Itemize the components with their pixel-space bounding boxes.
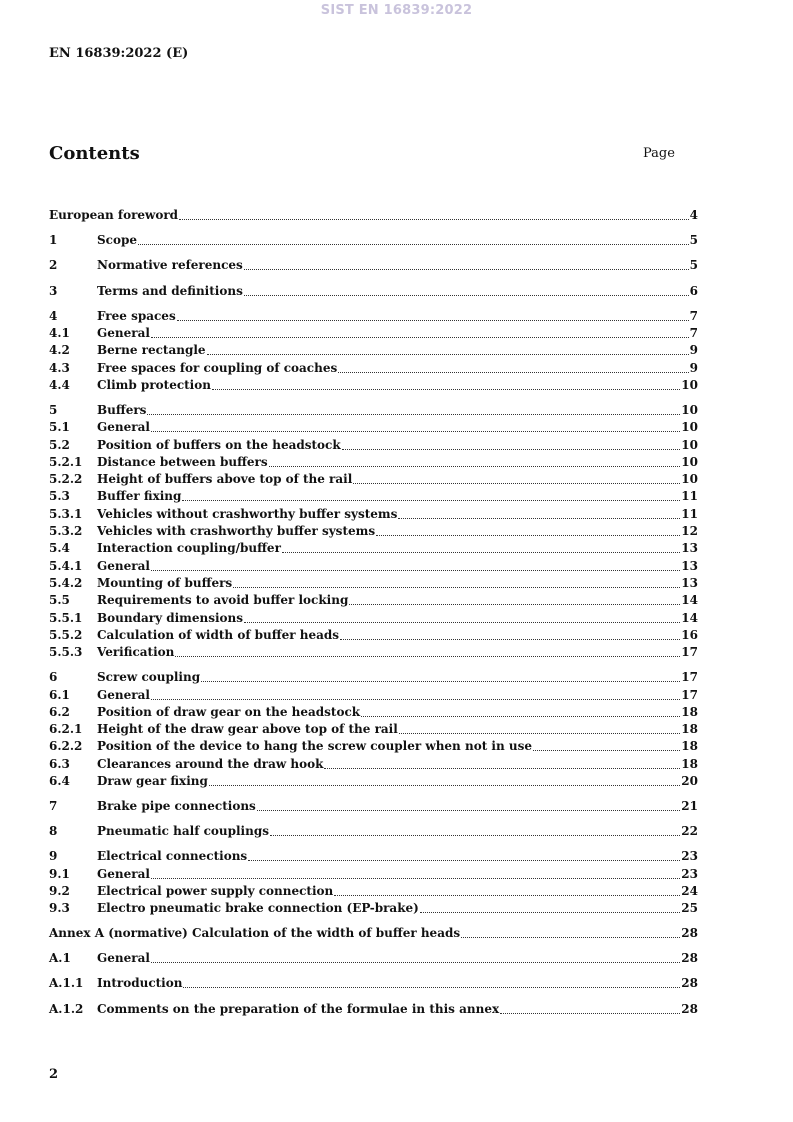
toc-entry-number: 5.4.2: [49, 575, 83, 590]
toc-entry[interactable]: [49, 282, 698, 299]
page-number: 2: [49, 1067, 59, 1082]
toc-entry-number: 9.2: [49, 883, 70, 898]
toc-entry-number: 3: [49, 283, 58, 298]
contents-heading: Contents: [49, 143, 140, 164]
toc-entry-title: Annex A (normative) Calculation of the width of buffer heads: [49, 926, 461, 941]
toc-dot-leader: [420, 911, 680, 913]
toc-entry-page: 11: [681, 489, 698, 504]
toc-entry-number: 9: [49, 849, 58, 864]
toc-entry-title: Requirements to avoid buffer locking: [97, 593, 349, 608]
toc-entry-title: Height of buffers above top of the rail: [97, 472, 353, 487]
toc-entry[interactable]: [49, 925, 698, 942]
toc-entry-page: 14: [681, 593, 698, 608]
toc-entry-title: Climb protection: [97, 377, 211, 392]
toc-entry-page: 7: [689, 308, 698, 323]
toc-entry-page: 17: [681, 645, 698, 660]
toc-entry[interactable]: [49, 755, 698, 772]
toc-entry[interactable]: [49, 207, 698, 224]
toc-entry-page: 17: [681, 687, 698, 702]
toc-entry-number: 4: [49, 308, 58, 323]
toc-entry-title: Buffer fixing: [97, 489, 182, 504]
toc-dot-leader: [349, 603, 680, 605]
toc-entry[interactable]: [49, 1000, 698, 1017]
toc-entry-page: 4: [689, 208, 698, 223]
toc-entry-page: 10: [681, 454, 698, 469]
toc-dot-leader: [334, 894, 680, 896]
toc-entry[interactable]: [49, 669, 698, 686]
toc-entry[interactable]: [49, 377, 698, 394]
toc-entry-title: General: [97, 420, 150, 435]
toc-entry-number: A.1: [49, 951, 71, 966]
toc-entry-page: 28: [681, 951, 698, 966]
toc-entry[interactable]: [49, 359, 698, 376]
toc-entry-title: General: [97, 866, 150, 881]
toc-entry-number: 5: [49, 402, 58, 417]
toc-entry-title: Scope: [97, 233, 138, 248]
toc-entry-number: 5.2: [49, 437, 70, 452]
toc-entry-title: Mounting of buffers: [97, 575, 233, 590]
toc-entry-title: Buffers: [97, 402, 147, 417]
toc-entry-page: 22: [681, 824, 698, 839]
toc-dot-leader: [151, 336, 689, 338]
toc-entry-number: 6.2.1: [49, 722, 83, 737]
toc-entry-title: Clearances around the draw hook: [97, 756, 324, 771]
toc-entry-number: 1: [49, 233, 58, 248]
toc-entry-page: 23: [681, 849, 698, 864]
toc-entry-title: Interaction coupling/buffer: [97, 541, 281, 556]
toc-entry-number: 6: [49, 670, 58, 685]
toc-dot-leader: [209, 784, 680, 786]
toc-entry[interactable]: [49, 436, 698, 453]
toc-dot-leader: [533, 749, 680, 751]
toc-entry[interactable]: [49, 454, 698, 471]
toc-dot-leader: [376, 534, 680, 536]
toc-entry-page: 9: [689, 343, 698, 358]
toc-entry-number: 2: [49, 258, 58, 273]
table-of-contents: [49, 207, 698, 1018]
toc-entry-page: 12: [681, 524, 698, 539]
toc-entry-page: 13: [681, 558, 698, 573]
toc-dot-leader: [201, 680, 680, 682]
toc-entry[interactable]: [49, 232, 698, 249]
toc-entry-page: 21: [681, 799, 698, 814]
toc-entry-page: 18: [681, 756, 698, 771]
toc-entry[interactable]: [49, 402, 698, 419]
toc-dot-leader: [175, 655, 680, 657]
toc-dot-leader: [179, 218, 689, 220]
toc-entry-title: Introduction: [97, 976, 183, 991]
toc-entry-number: 4.2: [49, 343, 70, 358]
toc-entry-number: 5.5: [49, 593, 70, 608]
toc-dot-leader: [147, 413, 680, 415]
toc-entry[interactable]: [49, 975, 698, 992]
toc-entry-page: 25: [681, 901, 698, 916]
toc-dot-leader: [151, 877, 680, 879]
toc-entry-number: 5.4: [49, 541, 70, 556]
toc-entry[interactable]: [49, 540, 698, 557]
document-identifier: EN 16839:2022 (E): [49, 46, 189, 61]
toc-entry-title: Vehicles without crashworthy buffer systems: [97, 506, 398, 521]
toc-entry[interactable]: [49, 505, 698, 522]
toc-entry[interactable]: [49, 883, 698, 900]
toc-entry-number: 6.4: [49, 773, 70, 788]
toc-entry[interactable]: [49, 257, 698, 274]
toc-entry-title: Position of draw gear on the headstock: [97, 704, 361, 719]
toc-entry-number: A.1.2: [49, 1001, 84, 1016]
toc-entry-number: 9.3: [49, 901, 70, 916]
toc-entry-number: 6.2: [49, 704, 70, 719]
toc-dot-leader: [270, 834, 680, 836]
toc-entry-title: General: [97, 687, 150, 702]
toc-entry-page: 5: [689, 233, 698, 248]
toc-entry-title: European foreword: [49, 208, 179, 223]
toc-entry-page: 13: [681, 575, 698, 590]
toc-entry-page: 18: [681, 704, 698, 719]
toc-entry-title: Free spaces: [97, 308, 176, 323]
page-column-label: Page: [643, 146, 675, 161]
toc-entry-page: 16: [681, 627, 698, 642]
toc-entry-title: Draw gear fixing: [97, 773, 208, 788]
toc-dot-leader: [244, 621, 680, 623]
toc-entry-number: 5.5.1: [49, 610, 83, 625]
toc-entry-title: Normative references: [97, 258, 243, 273]
toc-entry-title: Comments on the preparation of the formulae in this annex: [97, 1001, 500, 1016]
toc-entry-title: Position of buffers on the headstock: [97, 437, 341, 452]
toc-dot-leader: [207, 353, 689, 355]
toc-entry[interactable]: [49, 773, 698, 790]
toc-entry-title: Position of the device to hang the screw coupler when not in use: [97, 739, 532, 754]
toc-entry-page: 20: [681, 773, 698, 788]
toc-entry-number: 8: [49, 824, 58, 839]
toc-entry-number: 5.2.2: [49, 472, 83, 487]
toc-entry[interactable]: [49, 523, 698, 540]
toc-entry-title: Free spaces for coupling of coaches: [97, 360, 338, 375]
toc-dot-leader: [151, 430, 680, 432]
toc-entry-title: Berne rectangle: [97, 343, 206, 358]
toc-dot-leader: [257, 809, 680, 811]
toc-entry-number: 5.2.1: [49, 454, 83, 469]
toc-entry-page: 10: [681, 437, 698, 452]
toc-entry-title: General: [97, 951, 150, 966]
toc-entry-page: 28: [681, 1001, 698, 1016]
toc-entry-number: 5.3.1: [49, 506, 83, 521]
toc-entry[interactable]: [49, 865, 698, 882]
toc-dot-leader: [183, 986, 680, 988]
toc-dot-leader: [342, 448, 681, 450]
toc-entry-number: 9.1: [49, 866, 70, 881]
toc-entry-title: Pneumatic half couplings: [97, 824, 269, 839]
toc-dot-leader: [233, 586, 680, 588]
toc-entry-page: 10: [681, 420, 698, 435]
toc-entry-page: 24: [681, 883, 698, 898]
toc-entry[interactable]: [49, 609, 698, 626]
toc-dot-leader: [340, 638, 680, 640]
toc-entry[interactable]: [49, 627, 698, 644]
toc-entry[interactable]: [49, 342, 698, 359]
toc-dot-leader: [248, 859, 680, 861]
toc-entry[interactable]: [49, 823, 698, 840]
toc-entry[interactable]: [49, 575, 698, 592]
toc-entry-page: 10: [681, 377, 698, 392]
toc-entry-page: 6: [689, 283, 698, 298]
toc-entry-number: A.1.1: [49, 976, 84, 991]
toc-dot-leader: [177, 319, 689, 321]
toc-entry-title: Verification: [97, 645, 175, 660]
toc-dot-leader: [151, 961, 680, 963]
toc-entry-title: Electro pneumatic brake connection (EP-brake): [97, 901, 419, 916]
toc-entry-title: Electrical connections: [97, 849, 248, 864]
toc-entry[interactable]: [49, 557, 698, 574]
toc-entry[interactable]: [49, 644, 698, 661]
toc-entry-page: 11: [681, 506, 698, 521]
toc-entry[interactable]: [49, 325, 698, 342]
toc-entry[interactable]: [49, 471, 698, 488]
toc-entry-title: General: [97, 325, 150, 340]
toc-entry-page: 18: [681, 739, 698, 754]
toc-entry-title: Boundary dimensions: [97, 610, 244, 625]
toc-dot-leader: [338, 371, 688, 373]
toc-entry-page: 18: [681, 722, 698, 737]
toc-entry-number: 5.4.1: [49, 558, 83, 573]
toc-dot-leader: [269, 465, 681, 467]
toc-entry[interactable]: [49, 798, 698, 815]
toc-entry-title: General: [97, 558, 150, 573]
toc-dot-leader: [399, 732, 681, 734]
toc-dot-leader: [324, 767, 680, 769]
toc-entry-title: Brake pipe connections: [97, 799, 256, 814]
toc-entry[interactable]: [49, 900, 698, 917]
toc-entry-number: 5.5.2: [49, 627, 83, 642]
toc-entry-title: Calculation of width of buffer heads: [97, 627, 340, 642]
toc-entry-number: 4.3: [49, 360, 70, 375]
toc-entry[interactable]: [49, 738, 698, 755]
toc-entry-page: 10: [681, 402, 698, 417]
toc-entry-number: 6.3: [49, 756, 70, 771]
toc-dot-leader: [212, 388, 680, 390]
toc-entry-page: 7: [689, 325, 698, 340]
toc-entry-number: 7: [49, 799, 58, 814]
toc-entry-number: 4.4: [49, 377, 70, 392]
toc-dot-leader: [500, 1012, 680, 1014]
toc-entry-page: 28: [681, 976, 698, 991]
toc-entry-number: 6.1: [49, 687, 70, 702]
toc-entry-number: 5.5.3: [49, 645, 83, 660]
toc-entry-page: 28: [681, 926, 698, 941]
toc-entry-page: 10: [681, 472, 698, 487]
toc-entry-title: Screw coupling: [97, 670, 201, 685]
toc-entry[interactable]: [49, 686, 698, 703]
toc-entry[interactable]: [49, 488, 698, 505]
toc-entry-number: 5.3: [49, 489, 70, 504]
toc-entry-page: 14: [681, 610, 698, 625]
toc-dot-leader: [151, 569, 680, 571]
toc-entry[interactable]: [49, 950, 698, 967]
toc-entry-number: 6.2.2: [49, 739, 83, 754]
toc-dot-leader: [353, 482, 680, 484]
toc-dot-leader: [182, 499, 680, 501]
toc-entry-title: Electrical power supply connection: [97, 883, 334, 898]
watermark: SIST EN 16839:2022: [320, 3, 473, 18]
toc-entry[interactable]: [49, 307, 698, 324]
toc-dot-leader: [138, 243, 689, 245]
toc-dot-leader: [461, 936, 680, 938]
toc-entry-title: Height of the draw gear above top of the rail: [97, 722, 398, 737]
toc-dot-leader: [244, 294, 689, 296]
toc-dot-leader: [361, 715, 680, 717]
toc-entry-page: 23: [681, 866, 698, 881]
toc-entry-number: 5.3.2: [49, 524, 83, 539]
toc-entry-page: 9: [689, 360, 698, 375]
toc-dot-leader: [151, 698, 680, 700]
toc-entry-page: 13: [681, 541, 698, 556]
toc-entry-number: 5.1: [49, 420, 70, 435]
toc-entry[interactable]: [49, 419, 698, 436]
toc-entry[interactable]: [49, 592, 698, 609]
toc-entry-number: 4.1: [49, 325, 70, 340]
toc-entry-page: 17: [681, 670, 698, 685]
toc-dot-leader: [244, 268, 689, 270]
toc-dot-leader: [282, 551, 680, 553]
toc-dot-leader: [398, 517, 680, 519]
toc-entry[interactable]: [49, 848, 698, 865]
toc-entry-page: 5: [689, 258, 698, 273]
toc-entry-title: Vehicles with crashworthy buffer systems: [97, 524, 376, 539]
toc-entry-title: Terms and definitions: [97, 283, 243, 298]
toc-entry-title: Distance between buffers: [97, 454, 268, 469]
toc-entry[interactable]: [49, 704, 698, 721]
toc-entry[interactable]: [49, 721, 698, 738]
